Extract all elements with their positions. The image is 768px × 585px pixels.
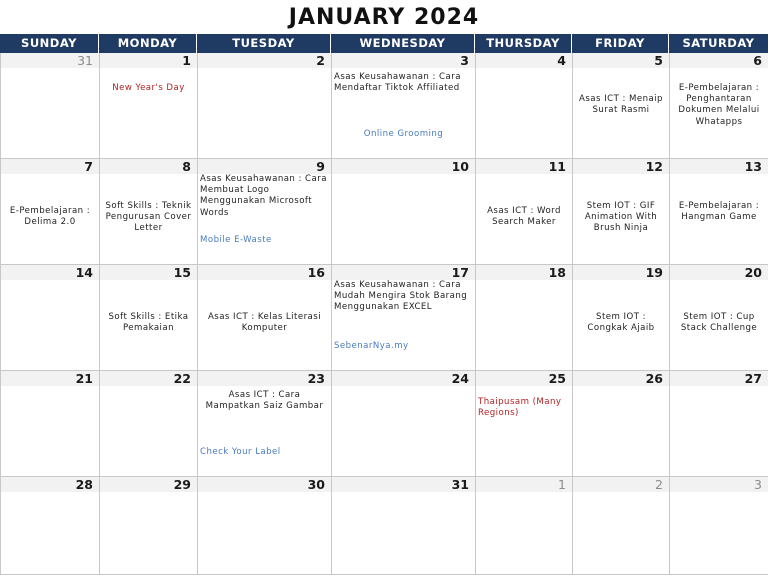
day-cell[interactable]: [670, 159, 768, 265]
day-number: 14: [1, 265, 99, 280]
day-cell[interactable]: [1, 265, 100, 371]
event-text: Asas ICT : Word Search Maker: [487, 206, 561, 228]
weekday-sunday: SUNDAY: [0, 34, 99, 53]
event-text: Soft Skills : Teknik Pengurusan Cover Letter: [105, 201, 192, 234]
day-cell[interactable]: [670, 265, 768, 371]
event-text: Asas ICT : Menaip Surat Rasmi: [579, 94, 663, 116]
event-text: Stem IOT : GIF Animation With Brush Ninja: [584, 201, 658, 234]
day-number: 4: [476, 53, 572, 68]
weekday-monday: MONDAY: [99, 34, 197, 53]
event-text: Stem IOT : Congkak Ajaib: [587, 312, 655, 334]
day-number: 25: [476, 371, 572, 386]
event-link[interactable]: Mobile E-Waste: [200, 235, 272, 245]
day-cell[interactable]: [476, 53, 573, 159]
event-text: E-Pembelajaran : Delima 2.0: [9, 206, 91, 228]
weekday-header: [0, 34, 768, 53]
day-cell[interactable]: [100, 159, 198, 265]
day-cell[interactable]: [198, 53, 332, 159]
event-text: Asas Keusahawanan : Cara Mendaftar Tiktok Affiliated: [334, 72, 461, 94]
day-number: 15: [100, 265, 197, 280]
day-number: 6: [670, 53, 768, 68]
day-number: 9: [198, 159, 331, 174]
day-number: 31: [332, 477, 475, 492]
event-link[interactable]: SebenarNya.my: [334, 341, 409, 351]
day-cell[interactable]: [332, 159, 476, 265]
day-number: 30: [198, 477, 331, 492]
holiday-label: Thaipusam (Many Regions): [478, 397, 562, 419]
day-cell[interactable]: [198, 159, 332, 265]
event-text: Asas ICT : Cara Mampatkan Saiz Gambar: [205, 390, 324, 412]
day-number: 1: [476, 477, 572, 492]
day-number: 10: [332, 159, 475, 174]
day-cell[interactable]: [100, 371, 198, 477]
event-link[interactable]: Check Your Label: [200, 447, 281, 457]
day-cell[interactable]: [476, 265, 573, 371]
weekday-tuesday: TUESDAY: [197, 34, 331, 53]
day-cell[interactable]: [100, 477, 198, 575]
day-number: 22: [100, 371, 197, 386]
event-text: E-Pembelajaran : Hangman Game: [678, 201, 760, 223]
holiday-label: New Year's Day: [112, 83, 185, 93]
day-cell[interactable]: [476, 159, 573, 265]
day-number: 12: [573, 159, 669, 174]
weekday-friday: FRIDAY: [572, 34, 669, 53]
event-text: Stem IOT : Cup Stack Challenge: [680, 312, 758, 334]
day-cell[interactable]: [198, 477, 332, 575]
calendar-grid: [0, 53, 768, 575]
day-cell[interactable]: [198, 371, 332, 477]
day-number: 18: [476, 265, 572, 280]
day-cell[interactable]: [670, 477, 768, 575]
day-cell[interactable]: [332, 53, 476, 159]
day-number: 26: [573, 371, 669, 386]
day-cell[interactable]: [670, 53, 768, 159]
day-number: 20: [670, 265, 768, 280]
day-cell[interactable]: [573, 265, 670, 371]
day-cell[interactable]: [573, 53, 670, 159]
event-text: E-Pembelajaran : Penghantaran Dokumen Melalui Whatapps: [678, 83, 760, 127]
day-number: 28: [1, 477, 99, 492]
day-number: 8: [100, 159, 197, 174]
weekday-saturday: SATURDAY: [682, 36, 755, 50]
day-number: 3: [332, 53, 475, 68]
day-number: 29: [100, 477, 197, 492]
day-number: 3: [670, 477, 768, 492]
day-cell[interactable]: [100, 53, 198, 159]
day-cell[interactable]: [332, 371, 476, 477]
day-cell[interactable]: [476, 371, 573, 477]
day-cell[interactable]: [1, 53, 100, 159]
event-text: Soft Skills : Etika Pemakaian: [108, 312, 189, 334]
event-text: Asas Keusahawanan : Cara Membuat Logo Menggunakan Microsoft Words: [200, 174, 327, 218]
day-cell[interactable]: [573, 159, 670, 265]
day-number: 13: [670, 159, 768, 174]
day-number: 2: [198, 53, 331, 68]
calendar-title: JANUARY 2024: [288, 5, 480, 30]
day-cell[interactable]: [670, 371, 768, 477]
weekday-wednesday: WEDNESDAY: [331, 34, 475, 53]
day-number: 31: [1, 53, 99, 68]
day-cell[interactable]: [100, 265, 198, 371]
day-number: 27: [670, 371, 768, 386]
day-cell[interactable]: [573, 477, 670, 575]
day-cell[interactable]: [476, 477, 573, 575]
day-cell[interactable]: [1, 159, 100, 265]
day-number: 5: [573, 53, 669, 68]
day-cell[interactable]: [573, 371, 670, 477]
event-link[interactable]: Online Grooming: [363, 129, 444, 139]
day-number: 17: [332, 265, 475, 280]
day-cell[interactable]: [1, 371, 100, 477]
weekday-thursday: THURSDAY: [475, 34, 572, 53]
event-text: Asas ICT : Kelas Literasi Komputer: [207, 312, 322, 334]
day-cell[interactable]: [1, 477, 100, 575]
day-number: 19: [573, 265, 669, 280]
day-cell[interactable]: [332, 265, 476, 371]
day-number: 24: [332, 371, 475, 386]
event-text: Asas Keusahawanan : Cara Mudah Mengira Stok Barang Menggunakan EXCEL: [334, 280, 468, 313]
day-number: 2: [573, 477, 669, 492]
day-number: 1: [100, 53, 197, 68]
day-cell[interactable]: [332, 477, 476, 575]
day-number: 16: [198, 265, 331, 280]
day-number: 21: [1, 371, 99, 386]
day-number: 23: [198, 371, 331, 386]
day-number: 11: [476, 159, 572, 174]
day-cell[interactable]: [198, 265, 332, 371]
day-number: 7: [1, 159, 99, 174]
